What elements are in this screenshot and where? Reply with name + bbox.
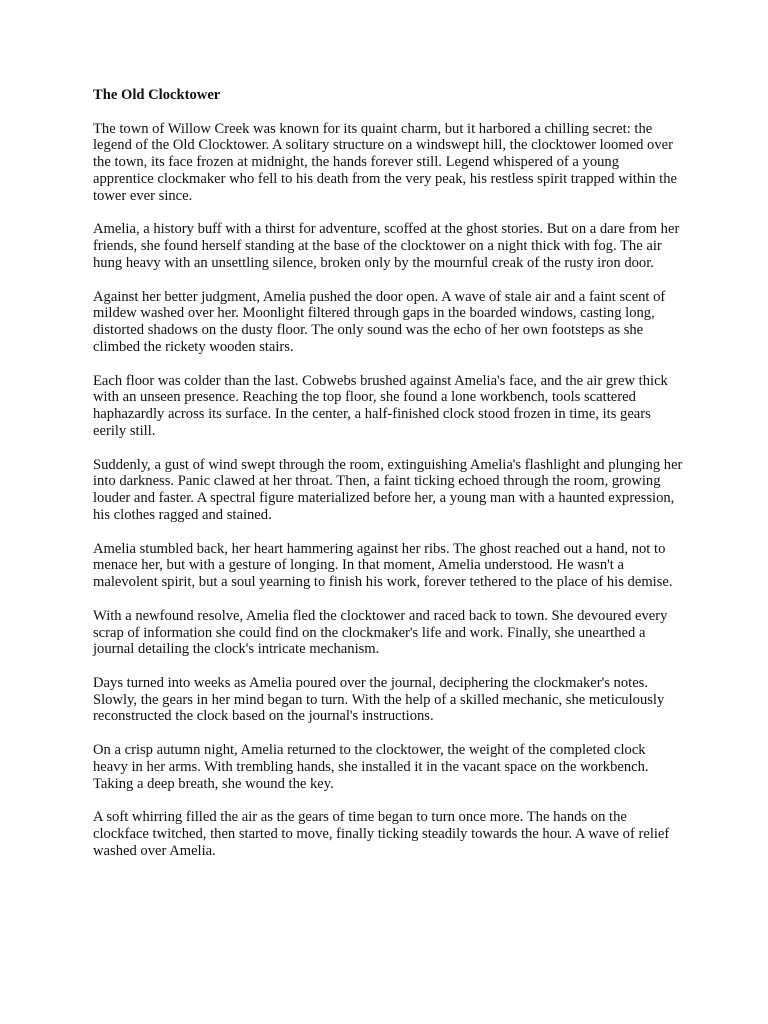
paragraph-9: On a crisp autumn night, Amelia returned to the clocktower, the weight of the completed clock heavy in her arms. With trembling hands, she installed it in the vacant space on the workbench. Taking a deep breath, she wound the key. (93, 742, 649, 792)
paragraph-1: The town of Willow Creek was known for its quaint charm, but it harbored a chilling secret: the legend of the Old Clocktower. A solitary structure on a windswept hill, the clocktower loomed over the town, its face frozen at midnight, the hands forever still. Legend whispered of a young apprentice clockmaker who fell to his death from the very peak, his restless spirit trapped within the tower ever since. (93, 120, 677, 204)
paragraph-7: With a newfound resolve, Amelia fled the clocktower and raced back to town. She devoured every scrap of information she could find on the clockmaker's life and work. Finally, she unearthed a journal detailing the clock's intricate mechanism. (93, 607, 668, 658)
paragraph-4: Each floor was colder than the last. Cobwebs brushed against Amelia's face, and the air grew thick with an unseen presence. Reaching the top floor, she found a lone workbench, tools scattered haphazardly across its surface. In the center, a half-finished clock stood frozen in time, its gears eerily still. (93, 372, 668, 439)
document-body (93, 87, 683, 876)
paragraph-6: Amelia stumbled back, her heart hammering against her ribs. The ghost reached out a hand, not to menace her, but with a gesture of longing. In that moment, Amelia understood. He wasn't a malevolent spirit, but a soul yearning to finish his work, forever tethered to the place of his demise. (93, 540, 673, 591)
paragraph-3: Against her better judgment, Amelia pushed the door open. A wave of stale air and a faint scent of mildew washed over her. Moonlight filtered through gaps in the boarded windows, casting long, distorted shadows on the dusty floor. The only sound was the echo of her own footsteps as she climbed the rickety wooden stairs. (93, 288, 666, 355)
paragraph-8: Days turned into weeks as Amelia poured over the journal, deciphering the clockmaker's notes. Slowly, the gears in her mind began to turn. With the help of a skilled mechanic, she meticulously reconstructed the clock based on the journal's instructions. (93, 674, 665, 725)
paragraph-10: A soft whirring filled the air as the gears of time began to turn once more. The hands on the clockface twitched, then started to move, finally ticking steadily towards the hour. A wave of relief washed over Amelia. (93, 809, 670, 859)
paragraph-5: Suddenly, a gust of wind swept through the room, extinguishing Amelia's flashlight and plunging her into darkness. Panic clawed at her throat. Then, a faint ticking echoed through the room, growing louder and faster. A spectral figure materialized before her, a young man with a haunted expression, his clothes ragged and stained. (93, 456, 683, 523)
paragraph-2: Amelia, a history buff with a thirst for adventure, scoffed at the ghost stories. But on a dare from her friends, she found herself standing at the base of the clocktower on a night thick with fog. The air hung heavy with an unsettling silence, broken only by the mournful creak of the rusty iron door. (93, 221, 680, 271)
document-title: The Old Clocktower (93, 87, 221, 103)
